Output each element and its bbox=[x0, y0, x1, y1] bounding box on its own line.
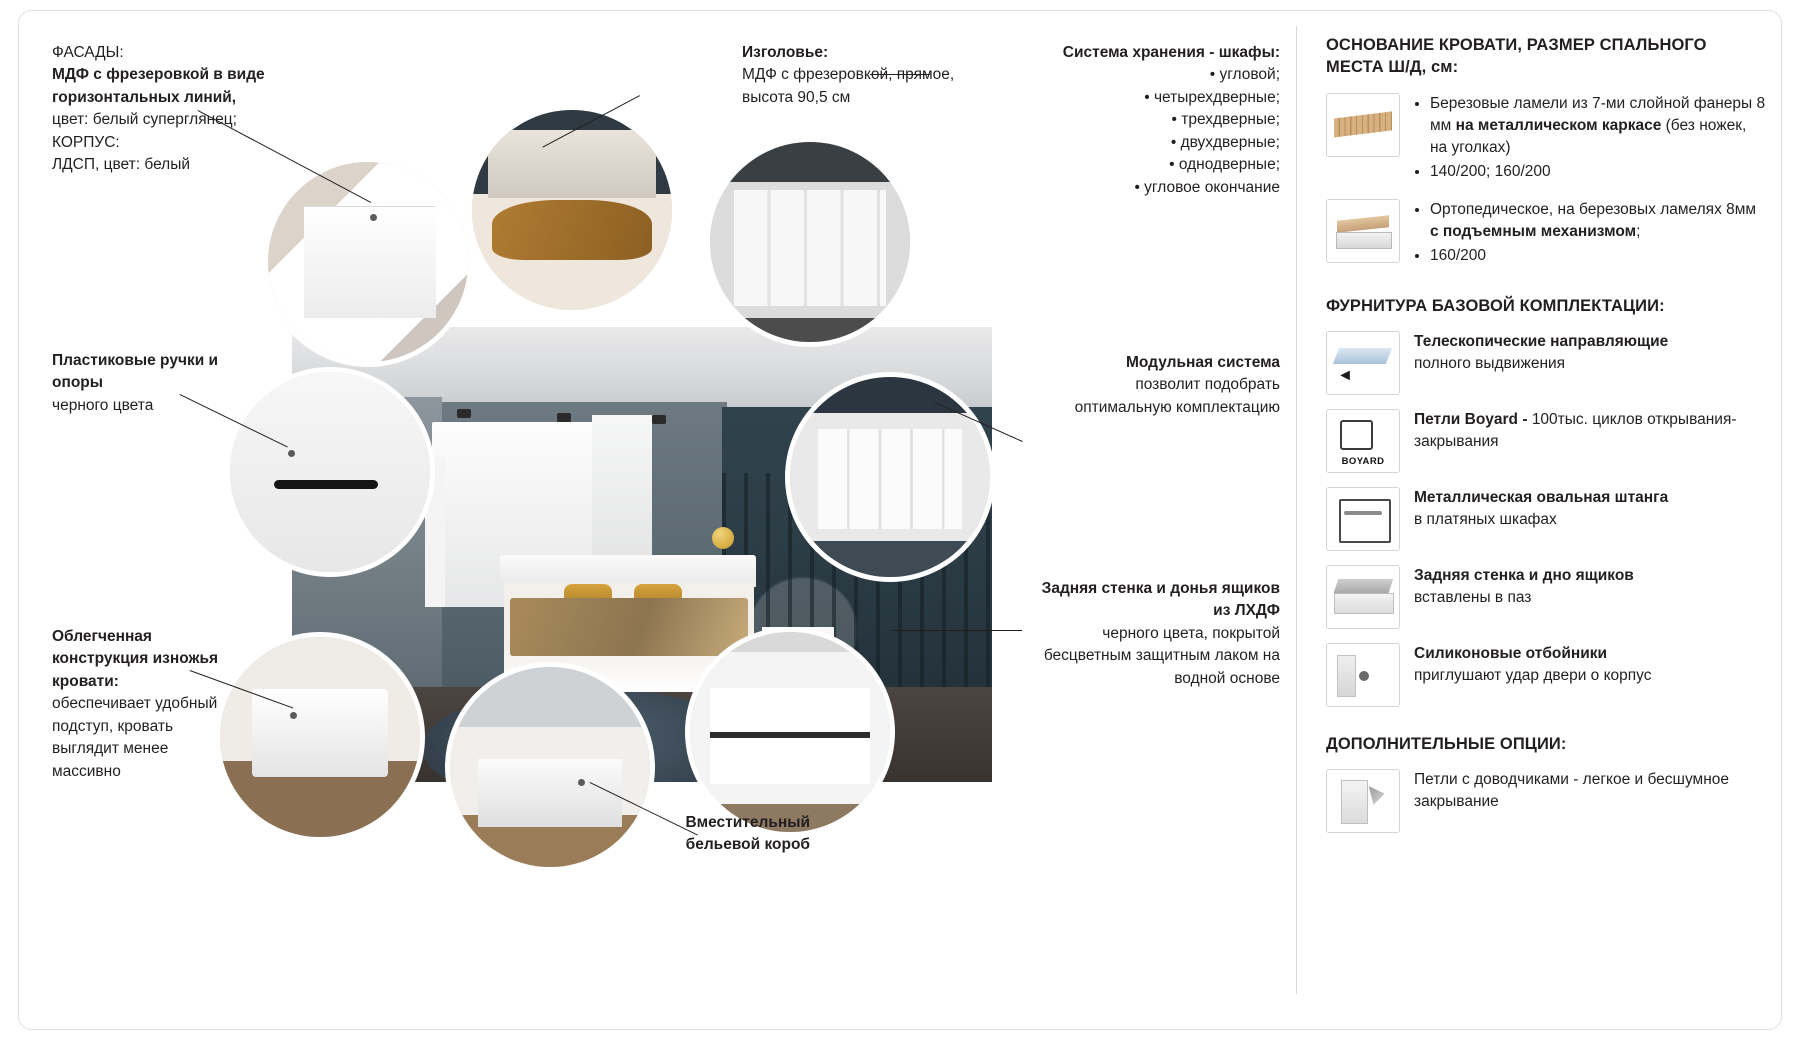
module-text-block bbox=[1040, 352, 1280, 419]
base-row-lift bbox=[1326, 199, 1766, 269]
bumper-strong: Силиконовые отбойники bbox=[1414, 644, 1608, 662]
vertical-divider bbox=[1296, 26, 1297, 994]
leader-dot-handle bbox=[288, 450, 295, 457]
backwall-title: Задняя стенка и донья ящиков из ЛХДФ bbox=[1041, 580, 1280, 620]
right-spec-panel bbox=[1326, 34, 1766, 833]
backpanel-strong: Задняя стенка и дно ящиков bbox=[1414, 566, 1634, 584]
boyard-hinge-icon bbox=[1326, 409, 1400, 473]
bubble-handle-photo bbox=[230, 372, 430, 572]
storage-text-block bbox=[1020, 42, 1280, 199]
hinges-rest: 100тыс. циклов открывания-закрывания bbox=[1414, 410, 1737, 450]
softclose-text: Петли с доводчиками - легкое и бесшумное закрывание bbox=[1414, 771, 1730, 811]
leader-line-drawer bbox=[892, 630, 1022, 631]
bubble-drawer-photo bbox=[690, 632, 890, 832]
telescopic-slide-icon bbox=[1326, 331, 1400, 395]
corpus-value: ЛДСП, цвет: белый bbox=[52, 156, 191, 174]
rail-rest: в платяных шкафах bbox=[1414, 510, 1557, 528]
storage-title: Система хранения - шкафы: bbox=[1062, 44, 1280, 61]
lift-bed-icon bbox=[1326, 199, 1400, 263]
list-item: • Березовые ламели из 7-ми слойной фанеры 8 мм на металлическом каркасе (без ножек, на уголках) bbox=[1430, 93, 1766, 159]
storage-item-5: • угловое окончание bbox=[1134, 178, 1280, 196]
list-item: • 140/200; 160/200 bbox=[1430, 161, 1766, 183]
boyard-icon-label: BOYARD bbox=[1341, 455, 1385, 467]
linenbox-text-block bbox=[610, 812, 810, 857]
facades-bold-line: МДФ с фрезеровкой в виде горизонтальных линий, bbox=[52, 66, 265, 106]
facades-text-block bbox=[52, 42, 267, 177]
left-content-area bbox=[30, 22, 1280, 1022]
backpanel-rest: вставлены в паз bbox=[1414, 588, 1532, 606]
module-title: Модульная система bbox=[1126, 354, 1280, 371]
bubble-facade-photo bbox=[268, 162, 468, 362]
bubble-footboard-photo bbox=[220, 637, 420, 837]
base-section-title: ОСНОВАНИЕ КРОВАТИ, РАЗМЕР СПАЛЬНОГО МЕСТА Ш/Д, см: bbox=[1326, 36, 1707, 77]
storage-item-3: • двухдверные; bbox=[1170, 133, 1280, 151]
bumper-rest: приглушают удар двери о корпус bbox=[1414, 666, 1652, 684]
facades-label: ФАСАДЫ: bbox=[52, 44, 124, 61]
linenbox-title: Вместительный бельевой короб bbox=[685, 814, 810, 854]
headboard-text-block bbox=[742, 42, 977, 109]
options-section-title: ДОПОЛНИТЕЛЬНЫЕ ОПЦИИ: bbox=[1326, 734, 1567, 753]
lamellas-icon bbox=[1326, 93, 1400, 157]
corpus-label: КОРПУС: bbox=[52, 133, 120, 151]
backwall-text: черного цвета, покрытой бесцветным защитным лаком на водной основе bbox=[1043, 624, 1280, 687]
options-row-soft-close bbox=[1326, 769, 1766, 833]
footboard-text: обеспечивает удобный подступ, кровать выглядит менее массивно bbox=[52, 695, 218, 780]
hardware-row-slides bbox=[1326, 331, 1766, 395]
headboard-title: Изголовье: bbox=[742, 44, 829, 61]
handles-text: черного цвета bbox=[52, 396, 154, 414]
silicone-bumper-icon bbox=[1326, 643, 1400, 707]
list-item: • 160/200 bbox=[1430, 245, 1766, 267]
footboard-text-block bbox=[52, 626, 227, 783]
hardware-row-rail bbox=[1326, 487, 1766, 551]
handles-title: Пластиковые ручки и опоры bbox=[52, 352, 219, 392]
lift-bullets bbox=[1414, 199, 1766, 267]
bubble-headboard-photo bbox=[472, 110, 672, 310]
bubble-module-photo bbox=[790, 377, 990, 577]
rail-strong: Металлическая овальная штанга bbox=[1414, 488, 1669, 506]
base-row-lamellas bbox=[1326, 93, 1766, 185]
hardware-row-bumpers bbox=[1326, 643, 1766, 707]
hardware-row-back-panel bbox=[1326, 565, 1766, 629]
footboard-title: Облегченная конструкция изножья кровати: bbox=[52, 628, 219, 690]
list-item: • Ортопедическое, на березовых ламелях 8мм с подъемным механизмом; bbox=[1430, 199, 1766, 243]
soft-close-hinge-icon bbox=[1326, 769, 1400, 833]
backwall-text-block bbox=[1030, 578, 1280, 690]
module-text: позволит подобрать оптимальную комплектацию bbox=[1074, 376, 1280, 416]
back-panel-icon bbox=[1326, 565, 1400, 629]
storage-item-0: • угловой; bbox=[1209, 66, 1280, 84]
headboard-text: МДФ с фрезеровкой, прямое, высота 90,5 см bbox=[742, 66, 955, 106]
storage-item-4: • однодверные; bbox=[1169, 156, 1280, 174]
oval-rail-icon bbox=[1326, 487, 1400, 551]
lamellas-bullets bbox=[1414, 93, 1766, 183]
hardware-row-hinges bbox=[1326, 409, 1766, 473]
storage-item-1: • четырехдверные; bbox=[1144, 88, 1280, 106]
leader-dot-footboard bbox=[290, 712, 297, 719]
facades-color-line: цвет: белый суперглянец; bbox=[52, 111, 237, 129]
storage-item-2: • трехдверные; bbox=[1171, 111, 1280, 129]
leader-dot-facade bbox=[370, 214, 377, 221]
hardware-section-title: ФУРНИТУРА БАЗОВОЙ КОМПЛЕКТАЦИИ: bbox=[1326, 296, 1665, 315]
slides-rest: полного выдвижения bbox=[1414, 354, 1566, 372]
hinges-strong: Петли Boyard - bbox=[1414, 410, 1532, 428]
bubble-storage-photo bbox=[710, 142, 910, 342]
slides-strong: Телескопические направляющие bbox=[1414, 332, 1669, 350]
leader-dot-linenbox bbox=[578, 779, 585, 786]
handles-text-block bbox=[52, 350, 242, 417]
